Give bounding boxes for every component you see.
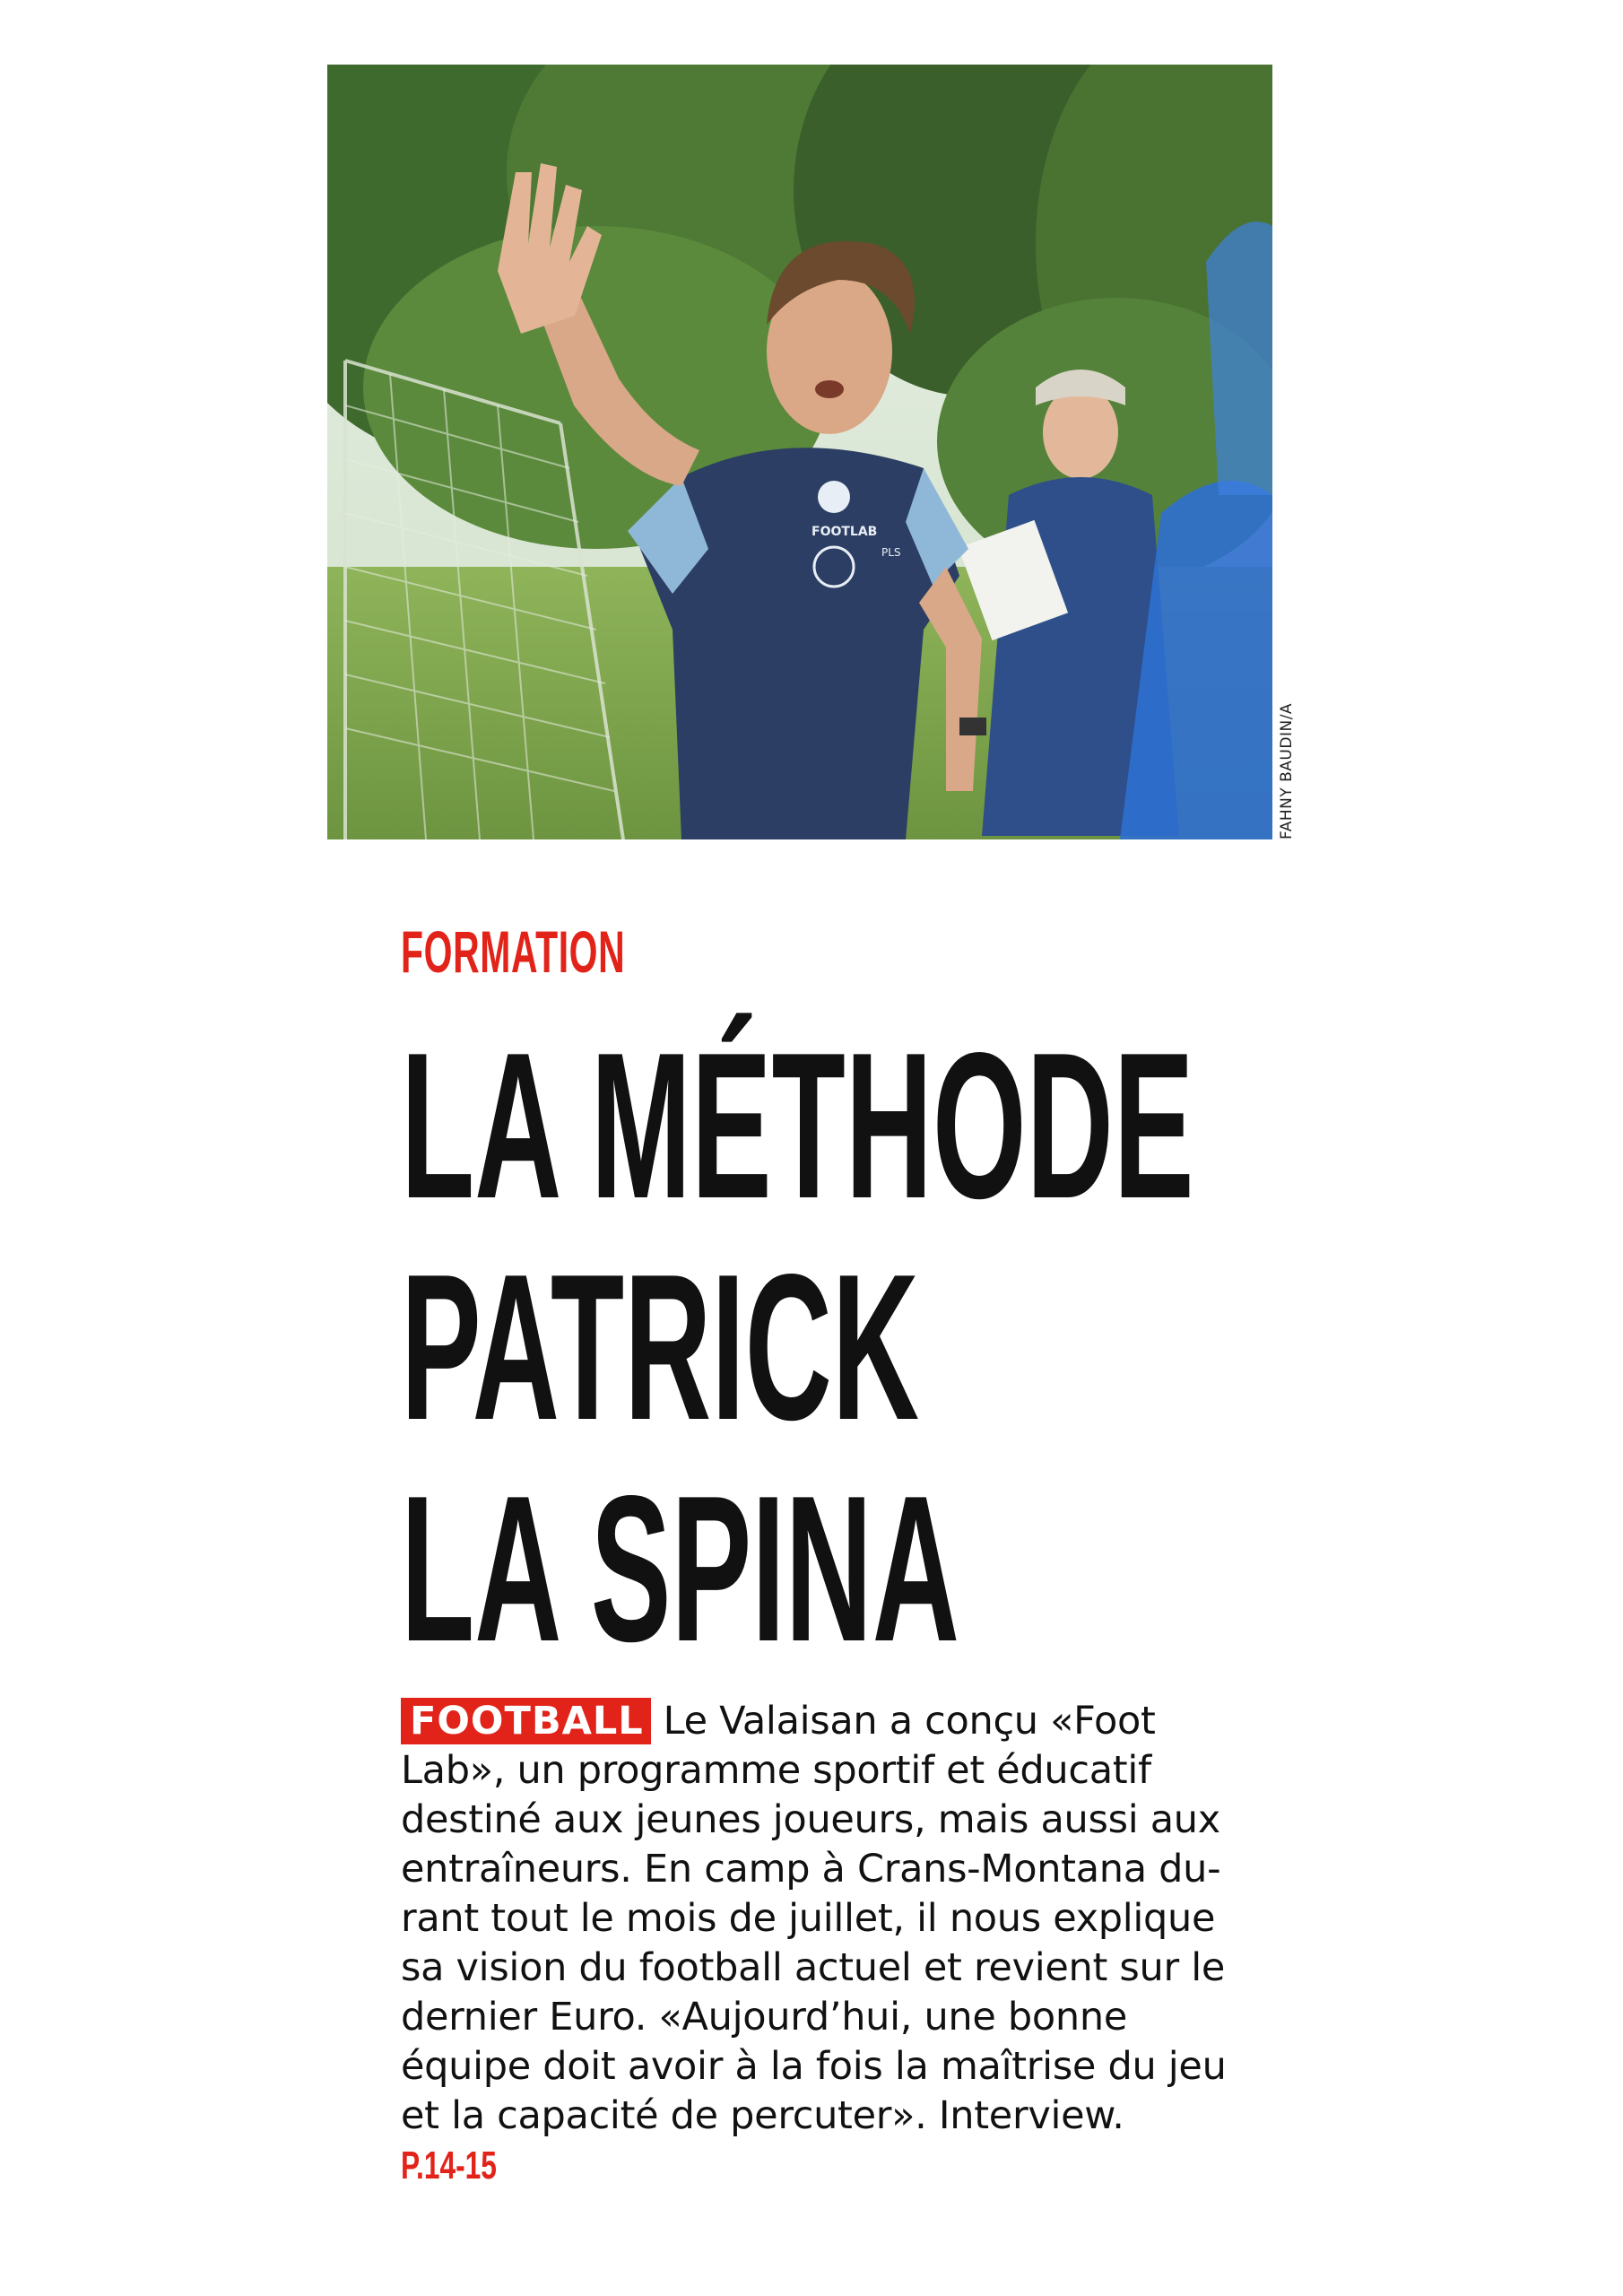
sport-tag: FOOTBALL	[401, 1698, 651, 1744]
headline	[401, 1010, 1194, 1685]
lead-line: Lab», un programme sportif et éducatif	[401, 1748, 1151, 1793]
lead-line: équipe doit avoir à la fois la maîtrise du jeu	[401, 2044, 1227, 2089]
lead-paragraph	[401, 1697, 1262, 2141]
lead-line: sa vision du football actuel et revient sur le	[401, 1945, 1226, 1990]
shirt-logo-text: FOOTLAB	[812, 525, 878, 539]
lead-line: rant tout le mois de juillet, il nous explique	[401, 1896, 1216, 1941]
page-reference-link[interactable]: P.14-15	[401, 2144, 497, 2187]
lead-line: entraîneurs. En camp à Crans-Montana du-	[401, 1847, 1221, 1892]
lead-line: dernier Euro. «Aujourd’hui, une bonne	[401, 1995, 1127, 2039]
lead-line: destiné aux jeunes joueurs, mais aussi aux	[401, 1797, 1220, 1842]
lead-line: et la capacité de percuter». Interview.	[401, 2093, 1124, 2138]
headline-line: LA MÉTHODE	[401, 1010, 1194, 1242]
article-photo	[327, 65, 1272, 839]
coach-photo-illustration	[327, 65, 1272, 839]
lead-line	[401, 1697, 1262, 1746]
photo-credit: FAHNY BAUDIN/A	[1278, 702, 1296, 839]
headline-line: LA SPINA	[401, 1453, 960, 1685]
headline-line: PATRICK	[401, 1231, 920, 1464]
lead-line-text: Le Valaisan a conçu «Foot	[663, 1699, 1156, 1744]
section-kicker: FORMATION	[401, 918, 626, 985]
shirt-initials: PLS	[881, 546, 901, 559]
